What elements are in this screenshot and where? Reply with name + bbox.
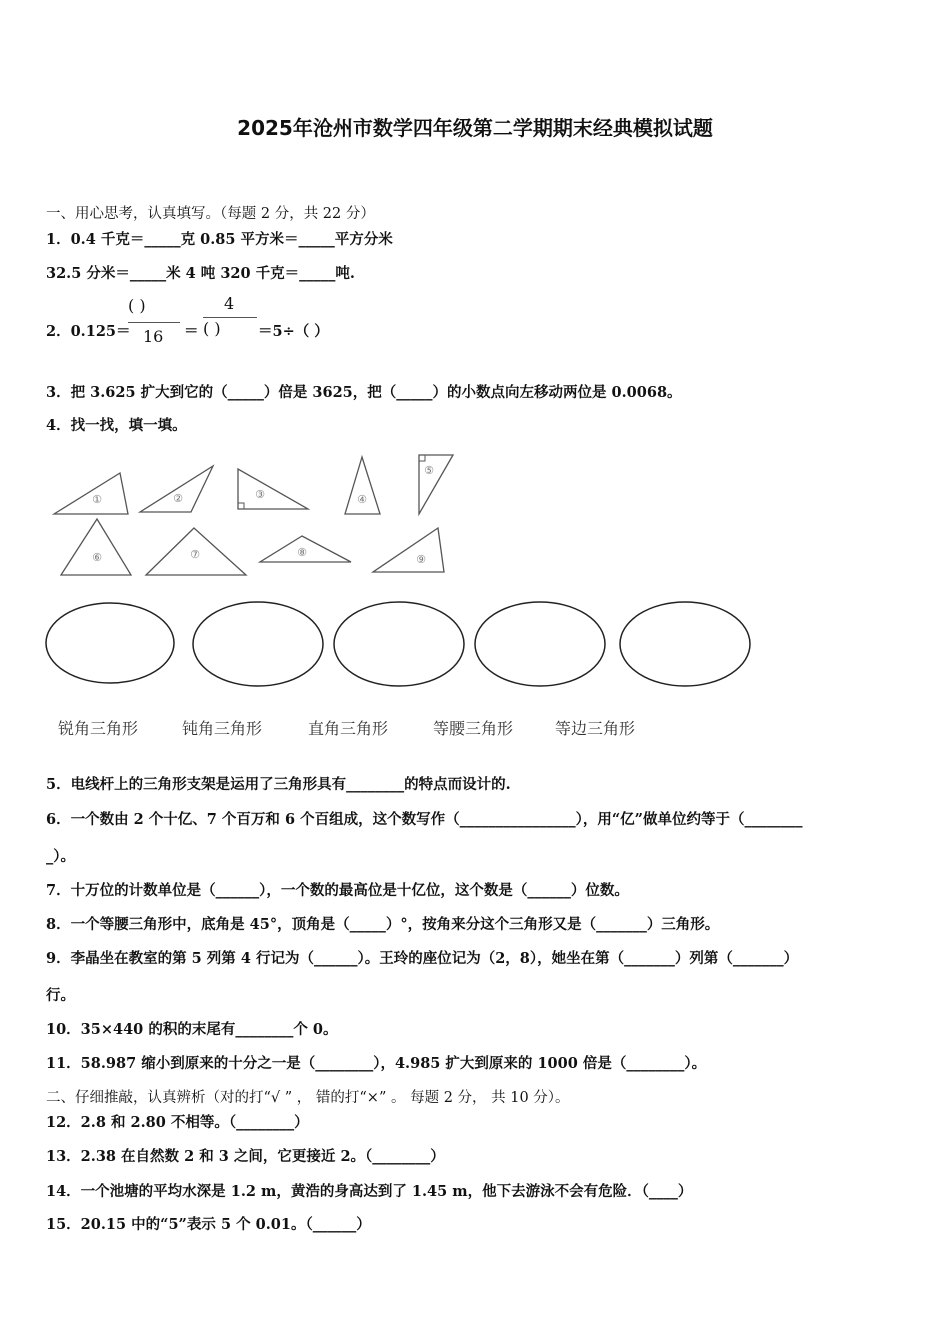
triangle-8-label: ⑧: [297, 546, 307, 559]
triangle-9: [373, 528, 444, 572]
question-6-line-2: _）。: [46, 848, 75, 865]
triangle-2: [140, 466, 213, 512]
question-5: 5．电线杆上的三角形支架是运用了三角形具有________的特点而设计的.: [46, 776, 511, 793]
question-9-line-1: 9．李晶坐在教室的第 5 列第 4 行记为（______）。王玲的座位记为（2，8），她坐在第（_______）列第（_______）: [46, 950, 799, 967]
label-obtuse-triangle: 钝角三角形: [182, 719, 263, 738]
fraction-2-bar: [203, 317, 257, 318]
question-12: 12．2.8 和 2.80 不相等。（________）: [46, 1114, 309, 1131]
question-8: 8．一个等腰三角形中，底角是 45°，顶角是（_____）°，按角来分这个三角形又是（_______）三角形。: [46, 916, 720, 933]
label-acute-triangle: 锐角三角形: [58, 719, 139, 738]
triangle-3-label: ③: [255, 488, 265, 501]
section-1-heading: 一、用心思考，认真填写。（每题 2 分，共 22 分）: [46, 206, 375, 222]
triangle-6: [61, 519, 131, 575]
question-14: 14．一个池塘的平均水深是 1.2 m，黄浩的身高达到了 1.45 m，他下去游泳不会有危险．（____）: [46, 1183, 693, 1200]
question-2-prefix: 2．0.125＝: [46, 323, 131, 340]
question-2-equals: ＝: [184, 323, 199, 340]
section-2-heading: 二、仔细推敲，认真辨析（对的打“√ ” ， 错的打“×” 。 每题 2 分， 共 10 分）。: [46, 1090, 570, 1106]
fraction-1-numerator: ( ): [128, 296, 146, 315]
triangles-figure: [40, 445, 760, 745]
question-1-line-2: 32.5 分米＝_____米 4 吨 320 千克＝_____吨.: [46, 265, 355, 282]
triangle-2-label: ②: [173, 492, 183, 505]
ellipse-obtuse: [193, 602, 323, 686]
triangle-3: [238, 469, 308, 509]
question-10: 10．35×440 的积的末尾有________个 0。: [46, 1021, 338, 1038]
question-7: 7．十万位的计数单位是（______），一个数的最高位是十亿位，这个数是（______）位数。: [46, 882, 629, 899]
question-2-suffix: ＝5÷（ ）: [258, 323, 329, 340]
triangle-9-label: ⑨: [416, 553, 426, 566]
triangle-6-label: ⑥: [92, 551, 102, 564]
triangle-1-label: ①: [92, 493, 102, 506]
question-4: 4．找一找，填一填。: [46, 417, 187, 434]
question-1-line-1: 1．0.4 千克＝_____克 0.85 平方米＝_____平方分米: [46, 231, 393, 248]
fraction-1-bar: [128, 322, 180, 323]
triangle-1: [54, 473, 128, 514]
label-right-triangle: 直角三角形: [308, 719, 389, 738]
question-6-line-1: 6．一个数由 2 个十亿、7 个百万和 6 个百组成，这个数写作（________________），用“亿”做单位约等于（________: [46, 811, 803, 828]
ellipse-right: [334, 602, 464, 686]
question-15: 15．20.15 中的“5”表示 5 个 0.01。（______）: [46, 1216, 371, 1233]
label-isosceles-triangle: 等腰三角形: [433, 719, 514, 738]
question-11: 11．58.987 缩小到原来的十分之一是（________），4.985 扩大到原来的 1000 倍是（________）。: [46, 1055, 707, 1072]
ellipse-acute: [46, 603, 174, 683]
question-3: 3．把 3.625 扩大到它的（_____）倍是 3625，把（_____）的小数点向左移动两位是 0.0068。: [46, 384, 682, 401]
fraction-1-denominator: 16: [143, 327, 164, 346]
triangle-5-label: ⑤: [424, 464, 434, 477]
triangle-7-label: ⑦: [190, 548, 200, 561]
question-13: 13．2.38 在自然数 2 和 3 之间，它更接近 2。（________）: [46, 1148, 445, 1165]
triangle-4-label: ④: [357, 493, 367, 506]
page-title: 2025年沧州市数学四年级第二学期期末经典模拟试题: [237, 116, 713, 140]
ellipse-isosceles: [475, 602, 605, 686]
question-9-line-2: 行。: [46, 987, 75, 1004]
label-equilateral-triangle: 等边三角形: [555, 719, 636, 738]
ellipse-equilateral: [620, 602, 750, 686]
fraction-2-numerator: 4: [224, 294, 235, 313]
fraction-2-denominator: ( ): [203, 319, 221, 338]
